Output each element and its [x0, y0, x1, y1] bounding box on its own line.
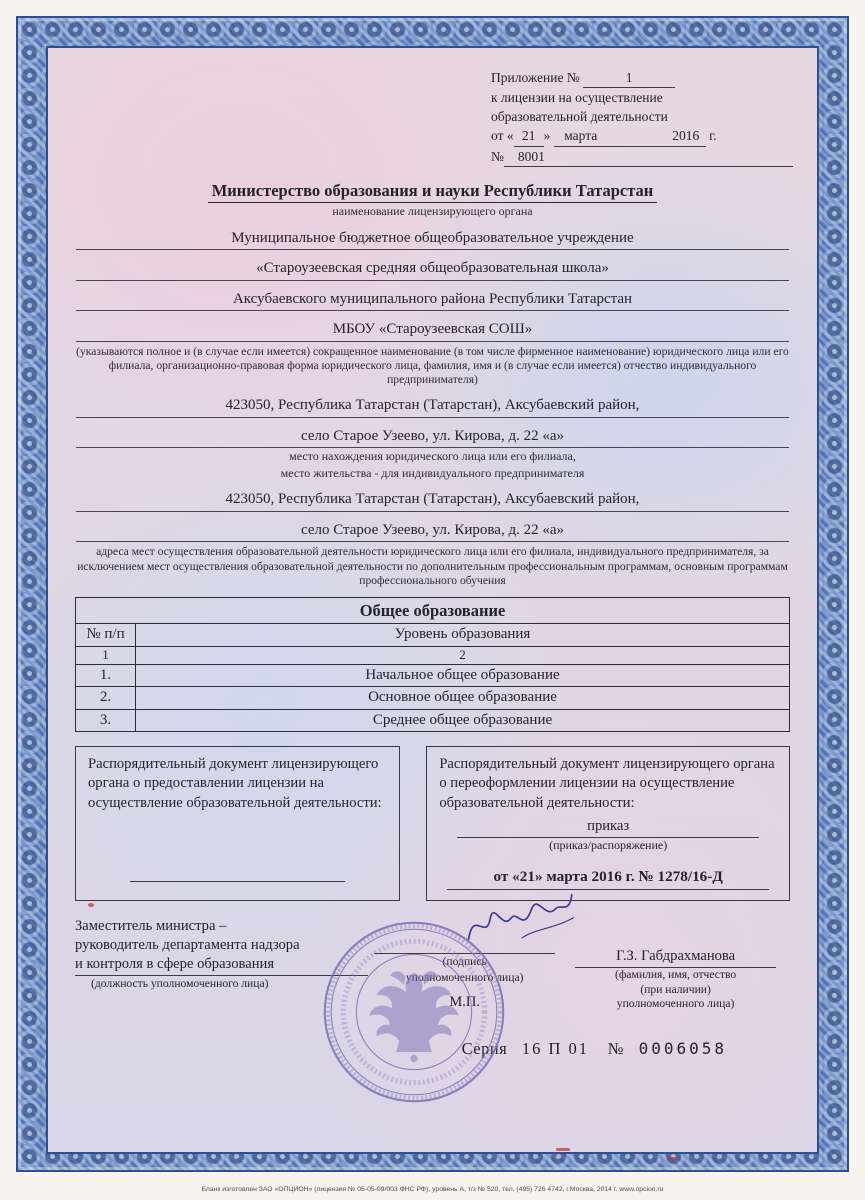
org-name-line2: «Староузеевская средняя общеобразовательная школа» [76, 259, 789, 281]
signature-caption-line1: (подпись [442, 955, 487, 969]
table-title-row [76, 597, 790, 623]
series-value: 16 П 01 [521, 1038, 590, 1058]
row-number: 2. [76, 687, 136, 710]
reissue-doc-type-caption: (приказ/распоряжение) [549, 838, 668, 853]
series-number: 0006058 [638, 1038, 727, 1058]
location-caption-line1: место нахождения юридического лица или его филиала, [289, 449, 576, 464]
activity-address-line1: 423050, Республика Татарстан (Татарстан), Аксубаевский район, [76, 490, 789, 512]
licensing-authority-name: Министерство образования и науки Республики Татарстан [208, 180, 658, 203]
org-name-caption: (указываются полное и (в случае если имеется) сокращенное наименование (в том числе фирменное наименование) юридического лица или его филиала, организационно-правовая форма юридического лица, фамилия, имя и (в случае если имеется) отчество индивидуального предпринимателя) [76, 344, 789, 387]
subheader-2: 2 [136, 646, 790, 664]
date-year-suffix: г. [709, 128, 717, 144]
license-date-line [491, 126, 793, 146]
date-blank-segment [608, 133, 666, 147]
name-caption-line1: (фамилия, имя, отчество [614, 968, 737, 982]
signatory-name-column [561, 917, 790, 1012]
appendix-number-line [491, 68, 793, 88]
series-number-label: № [607, 1038, 624, 1058]
position-caption: (должность уполномоченного лица) [91, 976, 269, 990]
location-caption-line2: место жительства - для индивидуального предпринимателя [280, 465, 585, 480]
position-line-3: и контроля в сфере образования [75, 955, 368, 976]
row-level: Начальное общее образование [136, 664, 790, 687]
reissue-order-box [426, 746, 790, 901]
reissue-order-text: Распорядительный документ лицензирующего органа о переоформлении лицензии на осуществление образовательной деятельности: [439, 756, 775, 811]
table-row [76, 687, 790, 710]
scan-speck [556, 1148, 570, 1151]
row-level: Среднее общее образование [136, 709, 790, 732]
appendix-number: 1 [583, 68, 675, 88]
licensing-authority-caption: наименование лицензирующего органа [332, 204, 533, 219]
license-date-month: марта [554, 126, 608, 146]
table-row [76, 664, 790, 687]
table-title: Общее образование [76, 597, 790, 623]
col-header-number: № п/п [76, 624, 136, 647]
grant-order-blank-line [130, 881, 346, 882]
printer-microtext: Бланк изготовлен ЗАО «ОПЦИОН» (лицензия № 05-05-09/003 ФНС РФ), уровень А, т/з № 520, тел. (495) 726 4742, г.Москва, 2014 г. www.opcion.ru [201, 1186, 664, 1193]
date-from-label: от « [491, 128, 514, 144]
signature-caption-line2: уполномоченного лица) [405, 970, 524, 984]
location-address-line1: 423050, Республика Татарстан (Татарстан), Аксубаевский район, [76, 396, 789, 418]
appendix-header [491, 68, 793, 167]
name-caption-line2: (при наличии) [640, 982, 711, 996]
col-header-level: Уровень образования [136, 624, 790, 647]
license-header-line3: образовательной деятельности [491, 109, 668, 125]
document-sheet [46, 46, 819, 1154]
license-date-day: 21 [514, 126, 544, 146]
reissue-order-date: от «21» марта 2016 г. № 1278/16-Д [447, 867, 769, 890]
scan-speck [668, 1157, 677, 1160]
row-number: 1. [76, 664, 136, 687]
org-name-line1: Муниципальное бюджетное общеобразовательное учреждение [76, 229, 789, 251]
document-content [48, 48, 817, 1152]
date-close-quote: » [543, 128, 551, 144]
position-line-2: руководитель департамента надзора [75, 937, 300, 954]
signatory-name: Г.З. Габдрахманова [575, 947, 776, 968]
row-number: 3. [76, 709, 136, 732]
series-line [72, 1038, 793, 1060]
signature-area [368, 917, 561, 1012]
license-date-year: 2016 [666, 126, 706, 146]
appendix-label: Приложение № [491, 70, 580, 85]
license-number-label: № [491, 148, 504, 164]
activity-address-line2: село Старое Узеево, ул. Кирова, д. 22 «а» [76, 521, 789, 543]
reissue-doc-type: приказ [457, 817, 759, 838]
org-short-name: МБОУ «Староузеевская СОШ» [76, 320, 789, 342]
location-address-line2: село Старое Узеево, ул. Кирова, д. 22 «а» [76, 427, 789, 449]
table-row [76, 709, 790, 732]
seal-place-mark: М.П. [449, 994, 480, 1011]
signatory-position [75, 917, 368, 1012]
activity-address-caption: адреса мест осуществления образовательной деятельности юридического лица или его филиала, индивидуального предпринимателя, за исключением мест осуществления образовательной деятельности по дополнительным профессиональным программам, основным программам профессионального обучения [77, 545, 788, 587]
signature-section [75, 917, 790, 1012]
table-header-row [76, 624, 790, 647]
order-documents-section [75, 746, 790, 901]
grant-order-text: Распорядительный документ лицензирующего органа о предоставлении лицензии на осуществление образовательной деятельности: [88, 756, 382, 811]
scan-speck [88, 903, 94, 907]
subheader-1: 1 [76, 646, 136, 664]
grant-order-box [75, 746, 400, 901]
table-subheader-row [76, 646, 790, 664]
series-label: Серия [461, 1038, 508, 1058]
license-number-value: 8001 [504, 147, 793, 167]
signature-line [374, 953, 555, 954]
org-name-line3: Аксубаевского муниципального района Республики Татарстан [76, 290, 789, 312]
education-levels-table [75, 597, 790, 732]
position-line-1: Заместитель министра – [75, 918, 227, 935]
name-caption-line3: уполномоченного лица) [616, 997, 735, 1010]
row-level: Основное общее образование [136, 687, 790, 710]
license-header-line2: к лицензии на осуществление [491, 90, 663, 106]
license-number-line [491, 147, 793, 167]
